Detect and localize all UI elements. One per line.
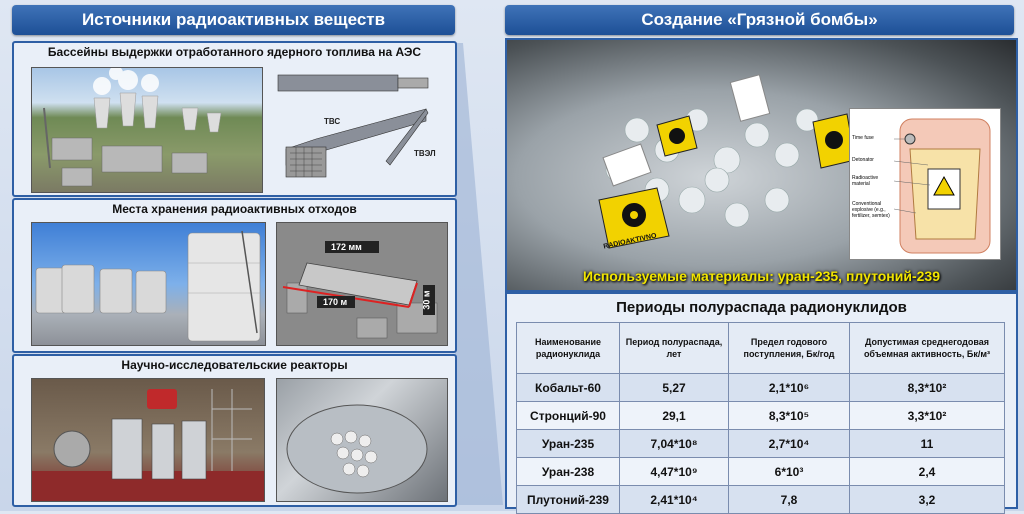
label-length-top: 172 мм bbox=[331, 242, 362, 252]
cell-annual-limit: 6*10³ bbox=[729, 458, 850, 486]
fuel-assembly-drawing bbox=[276, 69, 446, 189]
cell-nuclide: Уран-238 bbox=[517, 458, 620, 486]
reactor-hall-photo bbox=[31, 378, 265, 502]
section-research-reactors bbox=[12, 354, 457, 507]
label-tvs: ТВС bbox=[324, 117, 341, 126]
npp-photo bbox=[31, 67, 263, 193]
cell-nuclide: Кобальт-60 bbox=[517, 374, 620, 402]
right-panel-title: Создание «Грязной бомбы» bbox=[505, 5, 1014, 35]
connector-arrow bbox=[455, 35, 505, 505]
section-npp-pools bbox=[12, 41, 457, 197]
cell-nuclide: Стронций-90 bbox=[517, 402, 620, 430]
reactor-core-photo bbox=[276, 378, 448, 502]
cell-annual-limit: 2,7*10⁴ bbox=[729, 430, 850, 458]
dirty-bomb-diagram bbox=[849, 108, 1001, 260]
col-header-allowed-activity: Допустимая среднегодовая объемная активность, Бк/м³ bbox=[850, 323, 1005, 374]
table-title: Периоды полураспада радионуклидов bbox=[616, 299, 907, 316]
col-header-nuclide: Наименование радионуклида bbox=[517, 323, 620, 374]
half-life-panel bbox=[505, 292, 1018, 509]
cell-half-life: 5,27 bbox=[620, 374, 729, 402]
cell-allowed-activity: 3,2 bbox=[850, 486, 1005, 514]
section-reactors-title: Научно-исследовательские реакторы bbox=[121, 358, 348, 372]
diagram-label-radioactive: Radioactive material bbox=[852, 175, 879, 187]
table-header-row bbox=[517, 323, 1005, 374]
photo-caption: Используемые материалы: уран-235, плутоний-239 bbox=[583, 268, 940, 284]
table-row bbox=[517, 374, 1005, 402]
aerial-storage-photo bbox=[276, 222, 448, 346]
half-life-table bbox=[516, 322, 1005, 514]
cell-allowed-activity: 11 bbox=[850, 430, 1005, 458]
left-panel-title: Источники радиоактивных веществ bbox=[12, 5, 455, 35]
diagram-label-time-fuse: Time fuse bbox=[852, 135, 874, 141]
cell-annual-limit: 8,3*10⁵ bbox=[729, 402, 850, 430]
cell-nuclide: Плутоний-239 bbox=[517, 486, 620, 514]
cell-half-life: 2,41*10⁴ bbox=[620, 486, 729, 514]
section-waste-storage bbox=[12, 198, 457, 353]
cell-allowed-activity: 2,4 bbox=[850, 458, 1005, 486]
cell-nuclide: Уран-235 bbox=[517, 430, 620, 458]
radioaktivno-tag: RADIOAKTIVNO bbox=[602, 232, 658, 251]
cell-half-life: 4,47*10⁹ bbox=[620, 458, 729, 486]
dirty-bomb-panel bbox=[505, 38, 1018, 292]
tanks-photo bbox=[31, 222, 266, 346]
label-length-bottom: 170 м bbox=[323, 297, 348, 307]
label-width: 30 м bbox=[421, 290, 432, 310]
table-row bbox=[517, 402, 1005, 430]
cell-half-life: 29,1 bbox=[620, 402, 729, 430]
diagram-label-detonator: Detonator bbox=[852, 157, 874, 163]
cell-annual-limit: 2,1*10⁶ bbox=[729, 374, 850, 402]
cell-annual-limit: 7,8 bbox=[729, 486, 850, 514]
col-header-half-life: Период полураспада, лет bbox=[620, 323, 729, 374]
section-waste-title: Места хранения радиоактивных отходов bbox=[112, 202, 357, 216]
col-header-annual-limit: Предел годового поступления, Бк/год bbox=[729, 323, 850, 374]
table-row bbox=[517, 486, 1005, 514]
table-row bbox=[517, 430, 1005, 458]
cell-allowed-activity: 3,3*10² bbox=[850, 402, 1005, 430]
diagram-label-explosive: Conventional explosive (e.g., fertilizer, semtex) bbox=[852, 201, 890, 219]
cell-half-life: 7,04*10⁸ bbox=[620, 430, 729, 458]
label-tvel: ТВЭЛ bbox=[414, 149, 436, 158]
cell-allowed-activity: 8,3*10² bbox=[850, 374, 1005, 402]
section-npp-title: Бассейны выдержки отработанного ядерного топлива на АЭС bbox=[47, 45, 422, 59]
table-row bbox=[517, 458, 1005, 486]
